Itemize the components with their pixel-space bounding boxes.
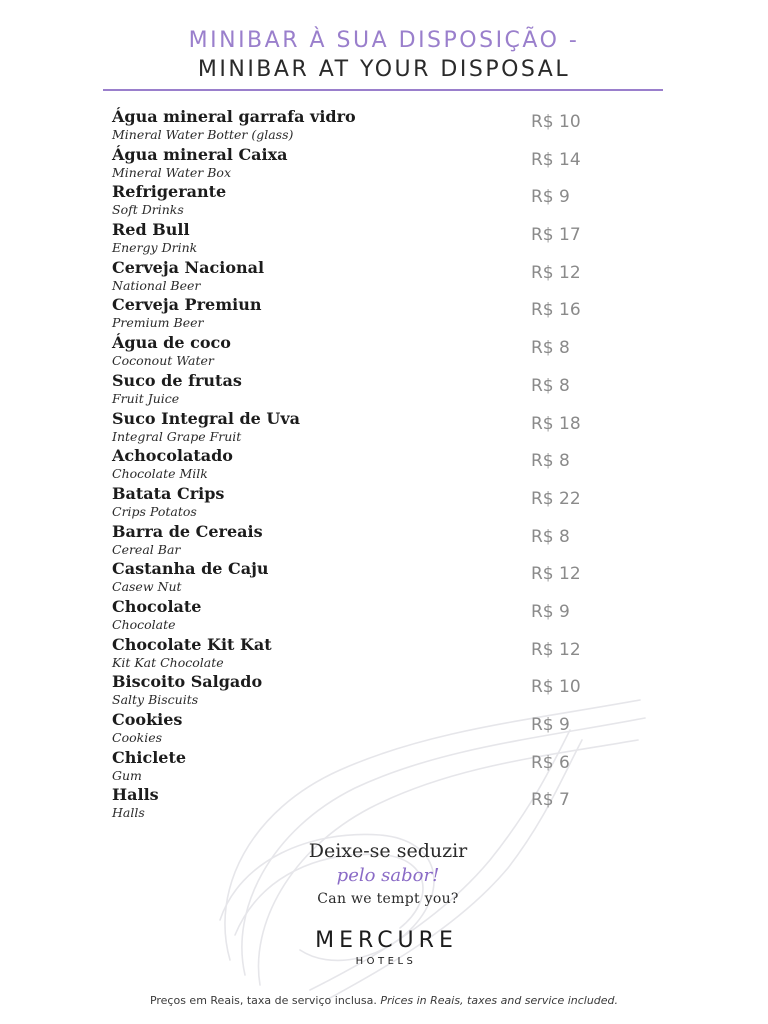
menu-item-price: R$ 17 (531, 225, 581, 246)
menu-item-name: Cookies (112, 710, 183, 729)
menu-item-price: R$ 12 (531, 262, 581, 283)
menu-item (112, 483, 632, 521)
page-header (0, 26, 768, 84)
menu-item-translation: Crips Potatos (112, 503, 197, 519)
menu-item (112, 408, 632, 446)
menu-item-price: R$ 9 (531, 715, 570, 735)
tagline-line-3: Can we tempt you? (317, 891, 459, 907)
menu-item (112, 370, 632, 408)
menu-item (112, 634, 632, 672)
menu-item-price: R$ 8 (531, 526, 570, 547)
menu-item-name: Água de coco (112, 333, 231, 353)
menu-item-price: R$ 16 (531, 300, 581, 321)
logo-name: MERCURE (315, 928, 458, 953)
menu-item-price: R$ 22 (531, 488, 581, 509)
menu-item-price: R$ 18 (531, 413, 581, 434)
menu-item-translation: Chocolate Milk (112, 466, 208, 482)
menu-item (112, 521, 632, 559)
menu-item-name: Cerveja Premiun (112, 295, 262, 315)
menu-item-name: Água mineral Caixa (112, 144, 288, 164)
menu-item-translation: Chocolate (112, 616, 176, 632)
menu-item-price: R$ 9 (531, 187, 570, 208)
menu-item-translation: Mineral Water Botter (glass) (112, 127, 294, 142)
menu-item (112, 257, 632, 295)
menu-item-name: Chocolate Kit Kat (112, 634, 272, 654)
menu-item (112, 181, 632, 219)
menu-item-translation: Soft Drinks (112, 202, 184, 218)
menu-item (112, 332, 632, 370)
menu-item-price: R$ 6 (531, 752, 570, 773)
menu-item-name: Halls (112, 785, 159, 805)
menu-item-translation: Salty Biscuits (112, 692, 199, 708)
menu-item-translation: Gum (112, 767, 142, 783)
menu-item-translation: Casew Nut (112, 579, 182, 595)
menu-item-price: R$ 8 (531, 451, 570, 472)
menu-item-price: R$ 12 (531, 639, 581, 660)
menu-item-translation: Cookies (112, 730, 162, 745)
menu-item-translation: National Beer (112, 277, 201, 293)
menu-item (112, 558, 632, 596)
menu-item-translation: Coconout Water (112, 353, 214, 369)
footer-note-english: Prices in Reais, taxes and service included. (380, 994, 619, 1007)
menu-item (112, 294, 632, 332)
menu-item-name: Achocolatado (112, 446, 233, 466)
menu-item-translation: Fruit Juice (112, 390, 180, 406)
header-divider (103, 89, 663, 91)
menu-item-name: Red Bull (112, 220, 190, 240)
menu-item (112, 106, 632, 144)
menu-item-name: Chocolate (112, 596, 202, 616)
menu-item-translation: Kit Kat Chocolate (112, 654, 224, 670)
page-title-portuguese: MINIBAR À SUA DISPOSIÇÃO - (188, 28, 580, 53)
menu-item-price: R$ 7 (531, 790, 570, 811)
footer-note (0, 993, 768, 1009)
tagline-line-1: Deixe-se seduzir (308, 840, 468, 862)
menu-item-name: Chiclete (112, 747, 187, 767)
menu-item-name: Barra de Cereais (112, 521, 263, 541)
mercure-logo (0, 928, 768, 970)
menu-item-name: Suco Integral de Uva (112, 408, 301, 428)
menu-item-name: Suco de frutas (112, 370, 242, 390)
tagline (0, 838, 768, 910)
menu-item-name: Castanha de Caju (112, 559, 269, 579)
menu-item (112, 596, 632, 634)
menu-list (112, 106, 632, 822)
menu-item (112, 784, 632, 822)
menu-item-price: R$ 10 (531, 677, 581, 698)
menu-item (112, 747, 632, 785)
menu-item-price: R$ 8 (531, 375, 570, 396)
logo-subtitle: HOTELS (355, 956, 417, 967)
menu-item-name: Biscoito Salgado (112, 672, 263, 692)
menu-item-price: R$ 14 (531, 149, 581, 170)
menu-item-name: Água mineral garrafa vidro (112, 107, 356, 126)
tagline-line-2: pelo sabor! (336, 865, 440, 886)
menu-item-price: R$ 8 (531, 338, 570, 359)
menu-item-translation: Premium Beer (112, 315, 204, 331)
menu-item (112, 144, 632, 182)
menu-item-name: Cerveja Nacional (112, 257, 265, 277)
menu-item-translation: Integral Grape Fruit (112, 428, 242, 444)
page-title-english: MINIBAR AT YOUR DISPOSAL (197, 57, 571, 82)
menu-item-translation: Mineral Water Box (112, 164, 231, 180)
menu-item (112, 709, 632, 747)
footer-note-portuguese: Preços em Reais, taxa de serviço inclusa. (149, 994, 377, 1007)
menu-item-translation: Cereal Bar (112, 541, 181, 557)
menu-item-translation: Energy Drink (112, 240, 198, 256)
menu-item-price: R$ 10 (531, 112, 581, 132)
menu-item (112, 445, 632, 483)
menu-item (112, 219, 632, 257)
menu-item-name: Refrigerante (112, 182, 227, 202)
menu-item-translation: Halls (112, 805, 145, 821)
menu-item (112, 671, 632, 709)
menu-item-price: R$ 9 (531, 601, 570, 622)
menu-item-price: R$ 12 (531, 564, 581, 585)
menu-item-name: Batata Crips (112, 483, 225, 503)
